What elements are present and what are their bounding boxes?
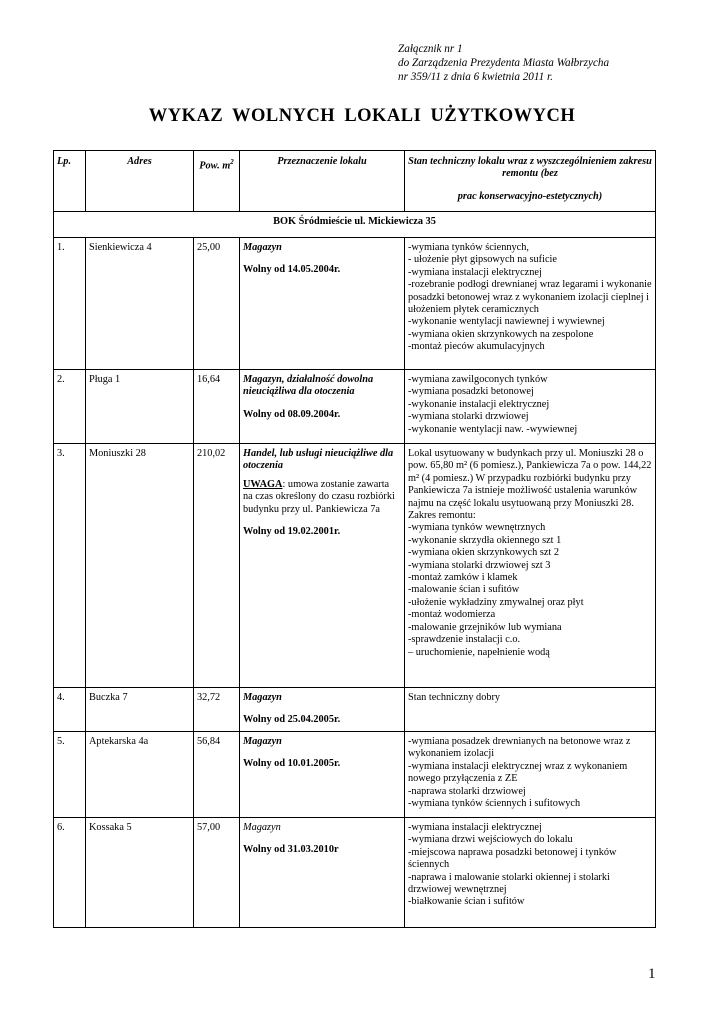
condition-item: -wymiana instalacji elektrycznej	[408, 266, 542, 278]
header-area-label: Pow. m	[199, 160, 231, 172]
cell-area: 57,00	[194, 818, 240, 928]
condition-item: Stan techniczny dobry	[408, 692, 501, 703]
condition-item: -wymiana tynków ściennych,	[408, 242, 529, 253]
free-from-date: Wolny od 31.03.2010r	[243, 844, 339, 856]
condition-item: -ułożenie wykładziny zmywalnej oraz płyt	[408, 596, 584, 608]
table-header-row	[54, 151, 656, 212]
table-row	[54, 818, 656, 928]
condition-item: -wymiana okien skrzynkowych szt 2	[408, 547, 559, 559]
cell-purpose	[240, 688, 405, 732]
purpose-text: Magazyn	[243, 692, 282, 703]
purpose-text: Handel, lub usługi nieuciążliwe dla otoczenia	[243, 448, 394, 472]
cell-condition	[405, 732, 656, 818]
header-area	[194, 151, 240, 212]
condition-item: -wymiana instalacji elektrycznej	[408, 822, 542, 833]
cell-area: 16,64	[194, 370, 240, 444]
cell-area: 56,84	[194, 732, 240, 818]
condition-item: -wymiana drzwi wejściowych do lokalu	[408, 834, 573, 846]
cell-lp: 5.	[54, 732, 86, 818]
condition-item: -wykonanie skrzydła okiennego szt 1	[408, 534, 562, 546]
condition-item: -rozebranie podłogi drewnianej wraz legarami i wykonanie posadzki betonowej wraz z wykonaniem izolacji cieplnej i ułożeniem płytek ceramicznych	[408, 279, 652, 316]
cell-condition	[405, 688, 656, 732]
purpose-note	[243, 479, 401, 516]
table-row	[54, 370, 656, 444]
condition-item: -malowanie grzejników lub wymiana	[408, 621, 562, 633]
note-label: UWAGA	[243, 478, 283, 490]
table-row	[54, 732, 656, 818]
section-row	[54, 212, 656, 238]
condition-item: – uruchomienie, napełnienie wodą	[408, 646, 550, 658]
condition-item: Lokal usytuowany w budynkach przy ul. Moniuszki 28 o pow. 65,80 m² (6 pomiesz.), Pankiewicza 7a o pow. 144,22 m² (4 pomiesz.) W przypadku rozbiórki budynku przy Pankiewicza 7a istnieje możliwość ustalenia warunków najmu na część lokalu usytuowaną przy Moniuszki 28.	[408, 448, 652, 509]
document-title: WYKAZ WOLNYCH LOKALI UŻYTKOWYCH	[148, 106, 576, 126]
annex-line-2: do Zarządzenia Prezydenta Miasta Wałbrzycha	[398, 57, 610, 69]
cell-condition	[405, 370, 656, 444]
condition-item: -naprawa i malowanie stolarki okiennej i stolarki drzwiowej wewnętrznej	[408, 871, 610, 896]
condition-item: -wymiana stolarki drzwiowej szt 3	[408, 559, 551, 571]
premises-table	[53, 150, 656, 928]
table-row	[54, 444, 656, 688]
condition-item: -białkowanie ścian i sufitów	[408, 896, 525, 908]
header-condition-line1: Stan techniczny lokalu wraz z wyszczególnieniem zakresu remontu (bez	[408, 156, 652, 180]
condition-item: -wykonanie wentylacji nawiewnej i wywiewnej	[408, 316, 605, 328]
cell-area: 25,00	[194, 238, 240, 370]
condition-item: -montaż pieców akumulacyjnych	[408, 341, 545, 353]
header-condition-line2: prac konserwacyjno-estetycznych)	[457, 190, 603, 202]
purpose-text: Magazyn, działalność dowolna nieuciążliwa dla otoczenia	[243, 374, 374, 398]
free-from-date: Wolny od 08.09.2004r.	[243, 408, 341, 420]
cell-address: Kossaka 5	[86, 818, 194, 928]
condition-item: Zakres remontu:	[408, 510, 476, 522]
condition-item: -wymiana tynków ściennych i sufitowych	[408, 798, 581, 810]
condition-item: -malowanie ścian i sufitów	[408, 584, 520, 596]
condition-item: -naprawa stolarki drzwiowej	[408, 785, 526, 797]
cell-area: 32,72	[194, 688, 240, 732]
condition-item: -wymiana instalacji elektrycznej wraz z wykonaniem nowego przyłączenia z ZE	[408, 760, 628, 785]
free-from-date: Wolny od 14.05.2004r.	[243, 264, 341, 276]
cell-purpose	[240, 818, 405, 928]
purpose-text: Magazyn	[243, 822, 281, 833]
condition-item: -montaż wodomierza	[408, 609, 496, 621]
condition-item: -wymiana tynków wewnętrznych	[408, 522, 546, 534]
annex-line-3: nr 359/11 z dnia 6 kwietnia 2011 r.	[398, 71, 553, 83]
cell-area: 210,02	[194, 444, 240, 688]
cell-lp: 6.	[54, 818, 86, 928]
header-area-sup: 2	[230, 158, 234, 166]
cell-condition	[405, 818, 656, 928]
note-text: : umowa zostanie zawarta na czas określony do czasu rozbiórki budynku przy ul. Pankiewicza 7a	[243, 478, 395, 515]
header-condition	[405, 151, 656, 212]
cell-address: Moniuszki 28	[86, 444, 194, 688]
condition-item: - ułożenie płyt gipsowych na suficie	[408, 254, 557, 266]
condition-item: -wymiana zawilgoconych tynków	[408, 374, 548, 385]
cell-condition	[405, 444, 656, 688]
cell-purpose	[240, 444, 405, 688]
condition-item: -wymiana posadzki betonowej	[408, 386, 534, 398]
cell-purpose	[240, 370, 405, 444]
header-lp: Lp.	[54, 151, 86, 212]
table-row	[54, 688, 656, 732]
cell-purpose	[240, 732, 405, 818]
annex-line-1: Załącznik nr 1	[398, 43, 463, 55]
table-row	[54, 238, 656, 370]
cell-address: Aptekarska 4a	[86, 732, 194, 818]
purpose-text: Magazyn	[243, 242, 282, 253]
annex-note	[398, 42, 698, 84]
condition-item: -wymiana posadzek drewnianych na betonowe wraz z wykonaniem izolacji	[408, 736, 631, 760]
condition-item: -wymiana okien skrzynkowych na zespolone	[408, 328, 594, 340]
condition-item: -miejscowa naprawa posadzki betonowej i tynków ściennych	[408, 846, 617, 871]
page-number: 1	[648, 966, 656, 982]
header-address: Adres	[86, 151, 194, 212]
condition-item: -wykonanie wentylacji naw. -wywiewnej	[408, 423, 578, 435]
free-from-date: Wolny od 19.02.2001r.	[243, 526, 341, 538]
cell-address: Buczka 7	[86, 688, 194, 732]
cell-lp: 1.	[54, 238, 86, 370]
cell-lp: 3.	[54, 444, 86, 688]
purpose-text: Magazyn	[243, 736, 282, 747]
header-purpose: Przeznaczenie lokalu	[240, 151, 405, 212]
cell-condition	[405, 238, 656, 370]
condition-item: -wymiana stolarki drzwiowej	[408, 411, 529, 423]
condition-item: -sprawdzenie instalacji c.o.	[408, 634, 521, 646]
section-label: BOK Śródmieście ul. Mickiewicza 35	[54, 212, 656, 238]
condition-item: -wykonanie instalacji elektrycznej	[408, 398, 550, 410]
free-from-date: Wolny od 25.04.2005r.	[243, 714, 341, 726]
cell-lp: 4.	[54, 688, 86, 732]
cell-address: Pługa 1	[86, 370, 194, 444]
cell-lp: 2.	[54, 370, 86, 444]
cell-purpose	[240, 238, 405, 370]
condition-item: -montaż zamków i klamek	[408, 572, 518, 584]
cell-address: Sienkiewicza 4	[86, 238, 194, 370]
free-from-date: Wolny od 10.01.2005r.	[243, 758, 341, 770]
